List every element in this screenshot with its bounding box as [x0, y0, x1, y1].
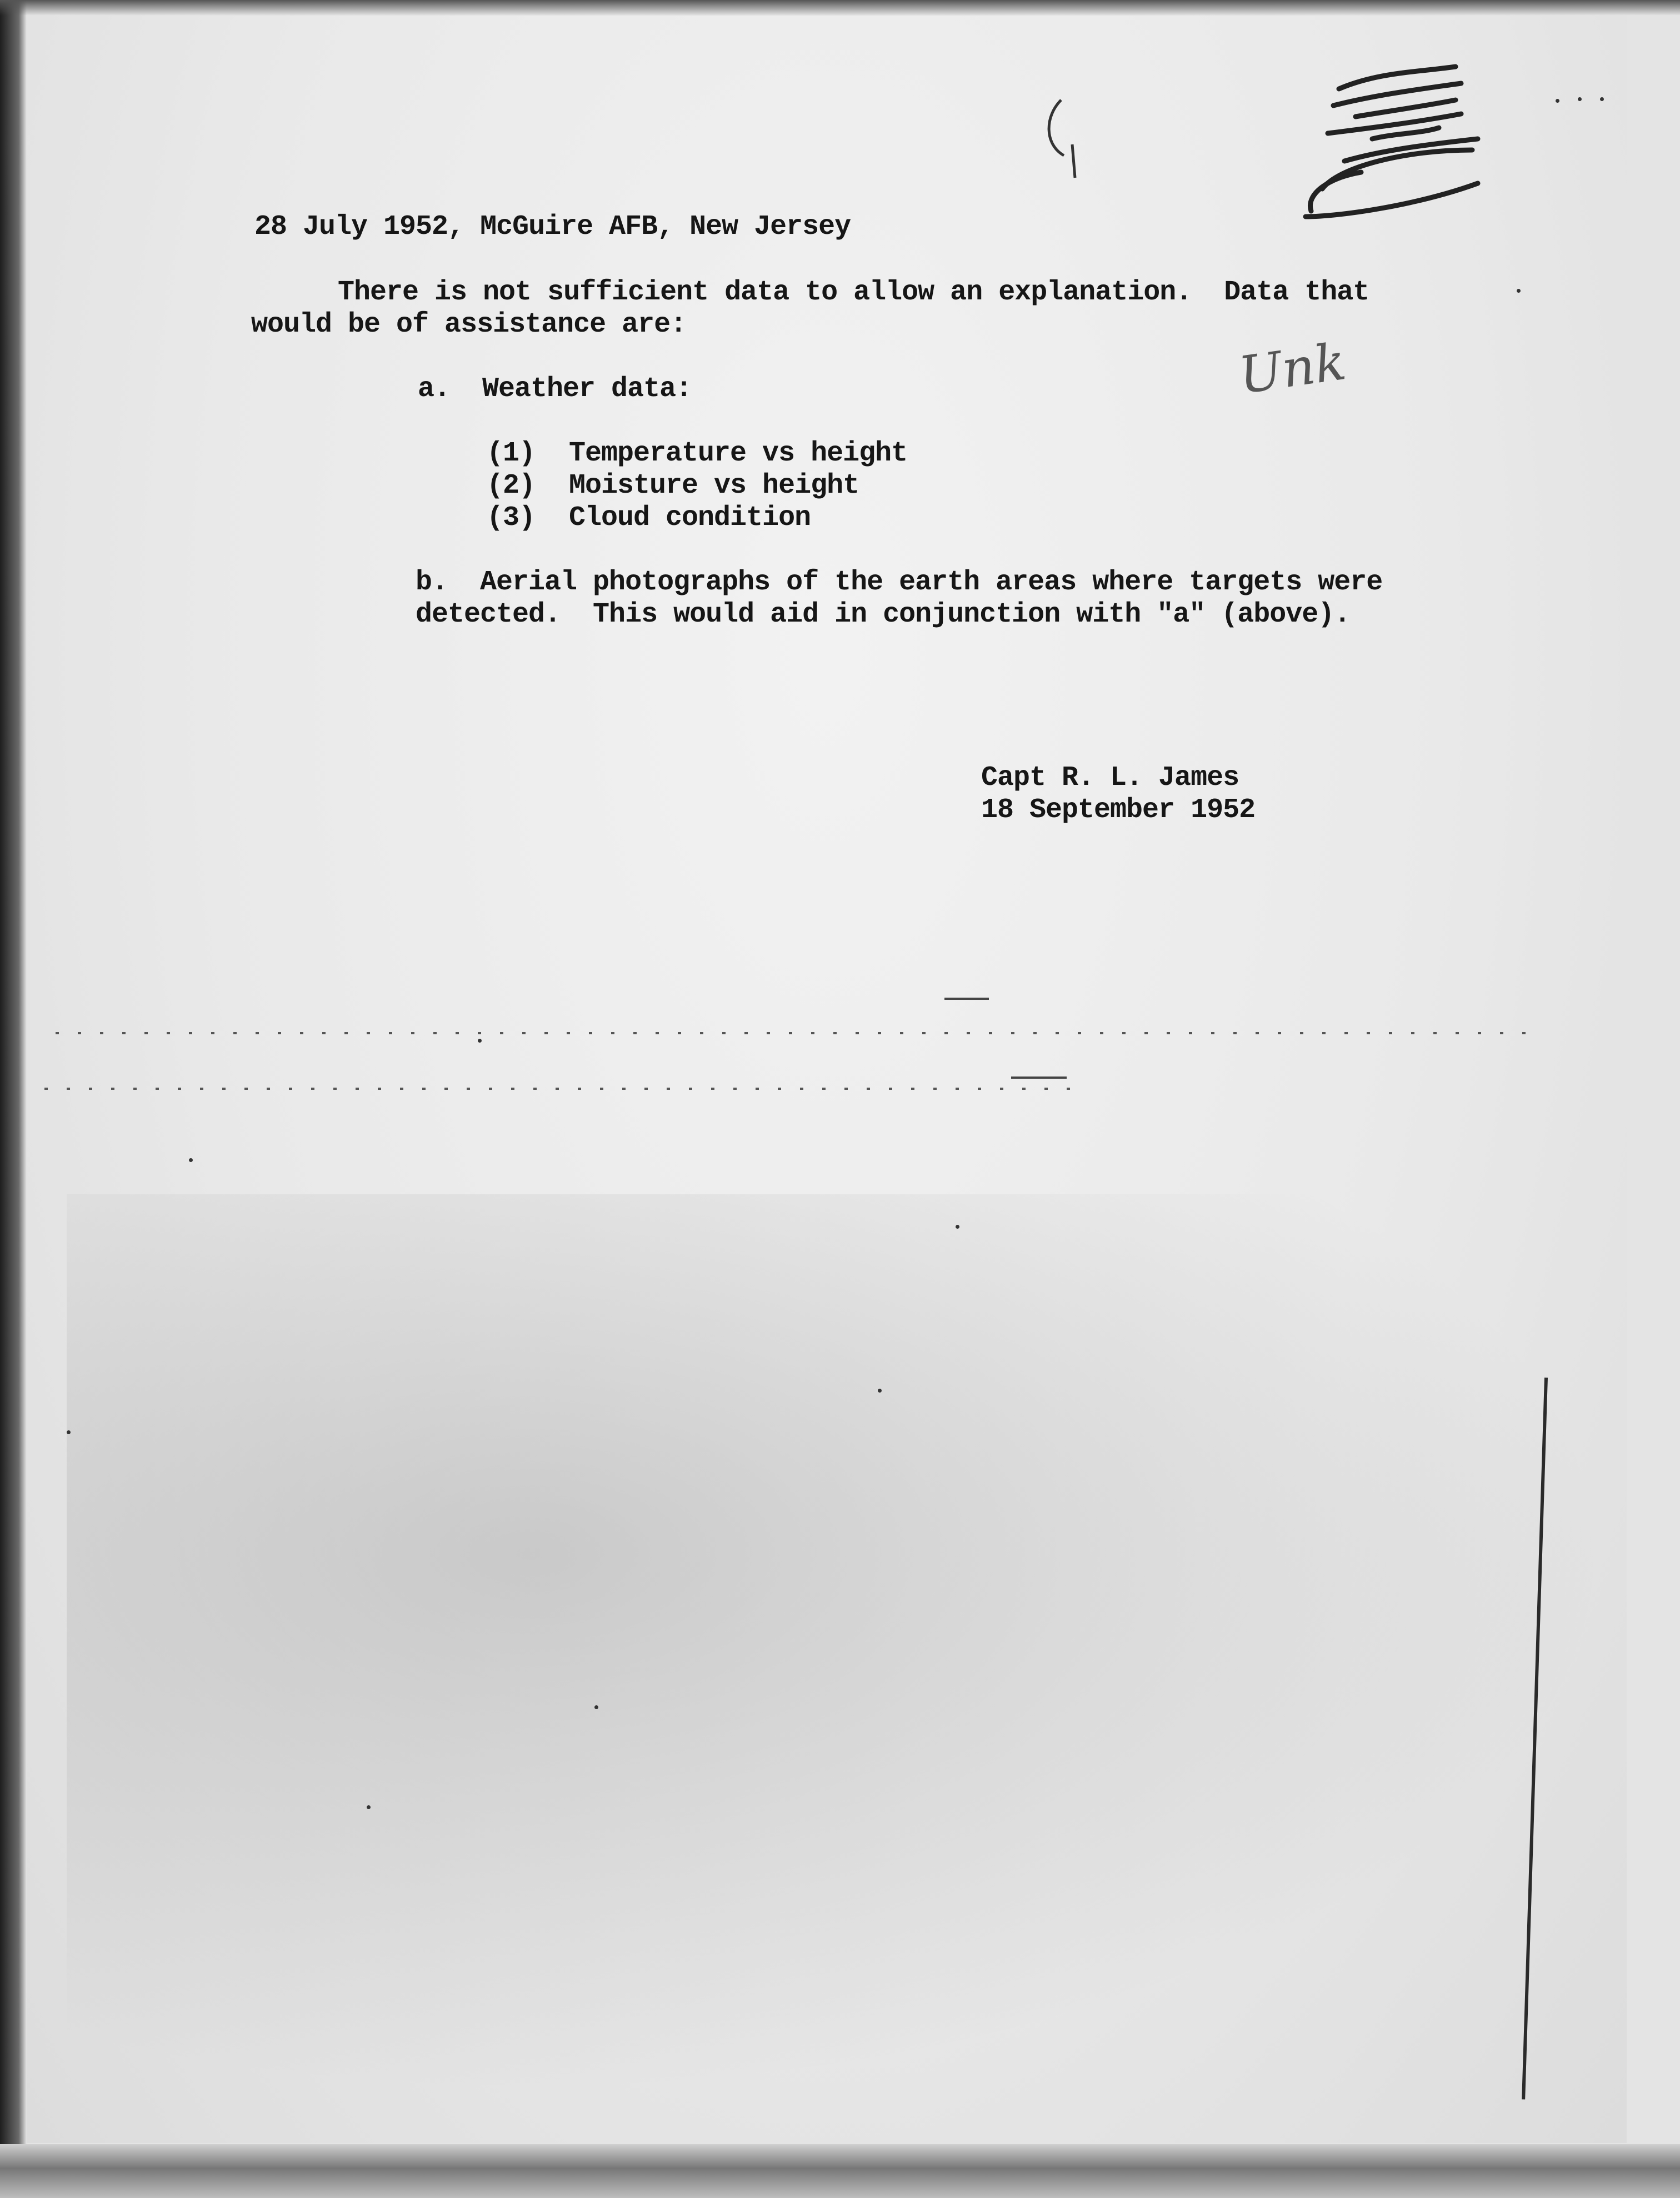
sub-item-3-marker: (3) [487, 502, 536, 534]
intro-line-1: There is not sufficient data to allow an explanation. Data that [338, 277, 1369, 308]
scan-speck [1578, 97, 1582, 101]
scan-left-border [0, 0, 27, 2198]
sub-item-1-text: Temperature vs height [569, 438, 908, 469]
signature-date: 18 September 1952 [981, 794, 1256, 826]
pen-mark [1033, 94, 1100, 189]
pencil-scribble-mark [1294, 56, 1494, 228]
scan-speck [189, 1158, 193, 1162]
item-a-weather-data: a. Weather data: [418, 373, 692, 405]
sub-item-1-marker: (1) [487, 438, 536, 469]
scan-smudge [67, 1194, 1611, 2094]
sub-item-3-text: Cloud condition [569, 502, 811, 534]
scan-speck [1556, 99, 1559, 103]
sub-item-2-text: Moisture vs height [569, 470, 859, 502]
scan-speck [594, 1705, 598, 1709]
item-b-line-2: detected. This would aid in conjunction with "a" (above). [416, 599, 1351, 630]
scan-speck [1600, 97, 1604, 101]
scan-speck [1517, 289, 1521, 293]
scan-bottom-border [0, 2144, 1680, 2198]
scan-speck [67, 1430, 71, 1434]
signature-name: Capt R. L. James [981, 762, 1239, 794]
scan-speck [956, 1225, 959, 1229]
handwritten-margin-note: Unk [1235, 332, 1350, 405]
scan-speck [878, 1389, 882, 1393]
report-heading: 28 July 1952, McGuire AFB, New Jersey [254, 211, 851, 243]
intro-line-2: would be of assistance are: [251, 309, 687, 341]
scan-top-border [0, 0, 1680, 16]
scan-streaks [33, 989, 1567, 1100]
scan-speck [367, 1805, 371, 1809]
item-b-line-1: b. Aerial photographs of the earth areas where targets were [416, 567, 1383, 598]
sub-item-2-marker: (2) [487, 470, 536, 502]
